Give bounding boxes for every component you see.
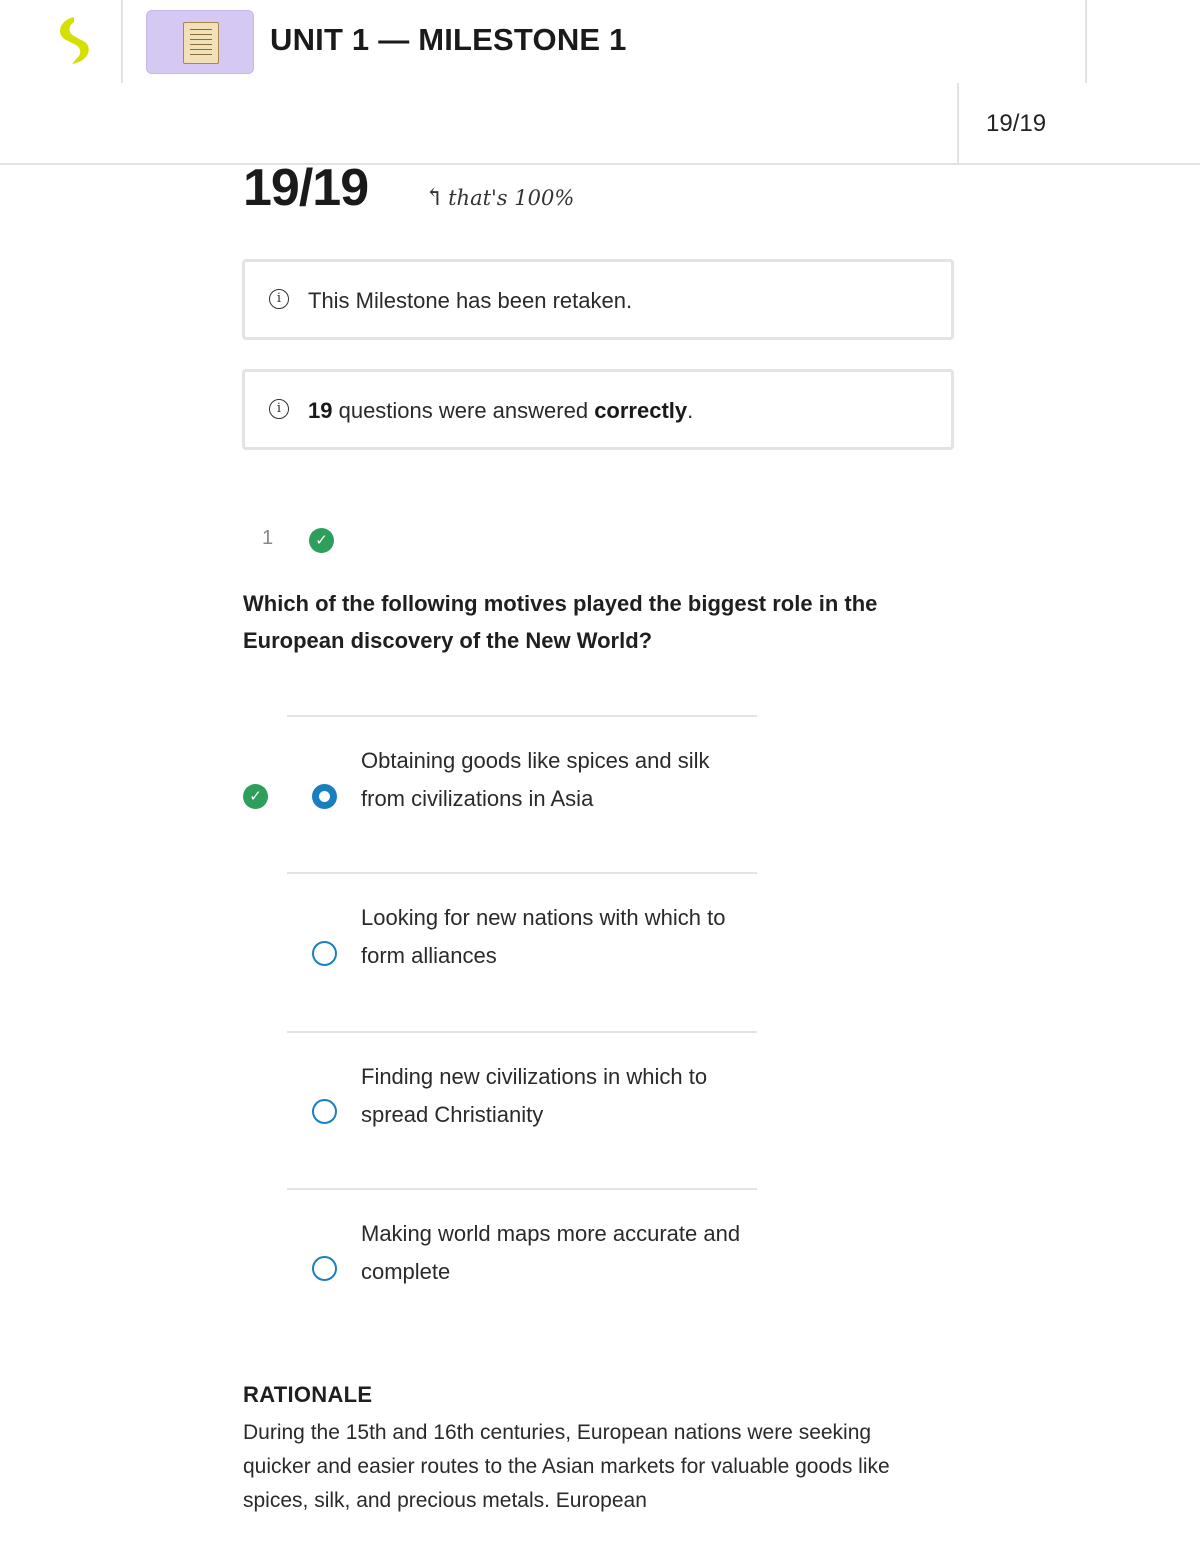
notice-text (308, 398, 693, 424)
option-radio-1[interactable] (312, 784, 337, 809)
question-text: Which of the following motives played the biggest role in the European discovery of the New World? (243, 591, 878, 653)
option-radio-3[interactable] (312, 1099, 337, 1124)
rationale-heading: RATIONALE (243, 1382, 373, 1407)
sophia-logo-icon[interactable] (50, 14, 102, 70)
correct-count: 19 (308, 398, 333, 423)
notice-correct-count (242, 369, 954, 450)
option-radio-2[interactable] (312, 941, 337, 966)
score-note-text: that's 100% (448, 186, 575, 210)
header-divider-right (1085, 0, 1087, 83)
option-radio-4[interactable] (312, 1256, 337, 1281)
score-divider (957, 83, 959, 165)
rationale-text: During the 15th and 16th centuries, European nations were seeking quicker and easier routes to the Asian markets for valuable goods like spices, silk, and precious metals. European (243, 1421, 890, 1512)
header-score: 19/19 (986, 110, 1047, 137)
option-text-1[interactable]: Obtaining goods like spices and silk from civilizations in Asia (361, 748, 710, 811)
option-divider (287, 715, 757, 717)
score-value: 19/19 (243, 159, 369, 217)
check-circle-icon: ✓ (309, 528, 334, 553)
notice-text: This Milestone has been retaken. (308, 288, 633, 313)
option-divider (287, 1031, 757, 1033)
info-icon: i (269, 289, 289, 309)
correct-answer-check-icon: ✓ (243, 784, 268, 809)
question-number: 1 (262, 527, 274, 549)
option-text-4[interactable]: Making world maps more accurate and complete (361, 1221, 741, 1284)
notice-end-text: . (687, 398, 694, 423)
option-text-2[interactable]: Looking for new nations with which to form alliances (361, 905, 726, 968)
score-note (424, 183, 574, 211)
header-divider (121, 0, 123, 83)
curved-arrow-left-icon: ↰ (424, 183, 445, 211)
scroll-document-icon (146, 10, 254, 74)
header-bottom-rule (0, 163, 1200, 165)
notice-retaken (242, 259, 954, 340)
page-title: UNIT 1 — MILESTONE 1 (270, 22, 627, 57)
info-icon: i (269, 399, 289, 419)
notice-middle-text: questions were answered (332, 398, 595, 423)
option-divider (287, 872, 757, 874)
option-divider (287, 1188, 757, 1190)
option-text-3[interactable]: Finding new civilizations in which to spread Christianity (361, 1064, 708, 1127)
correct-emphasis: correctly (594, 398, 688, 423)
